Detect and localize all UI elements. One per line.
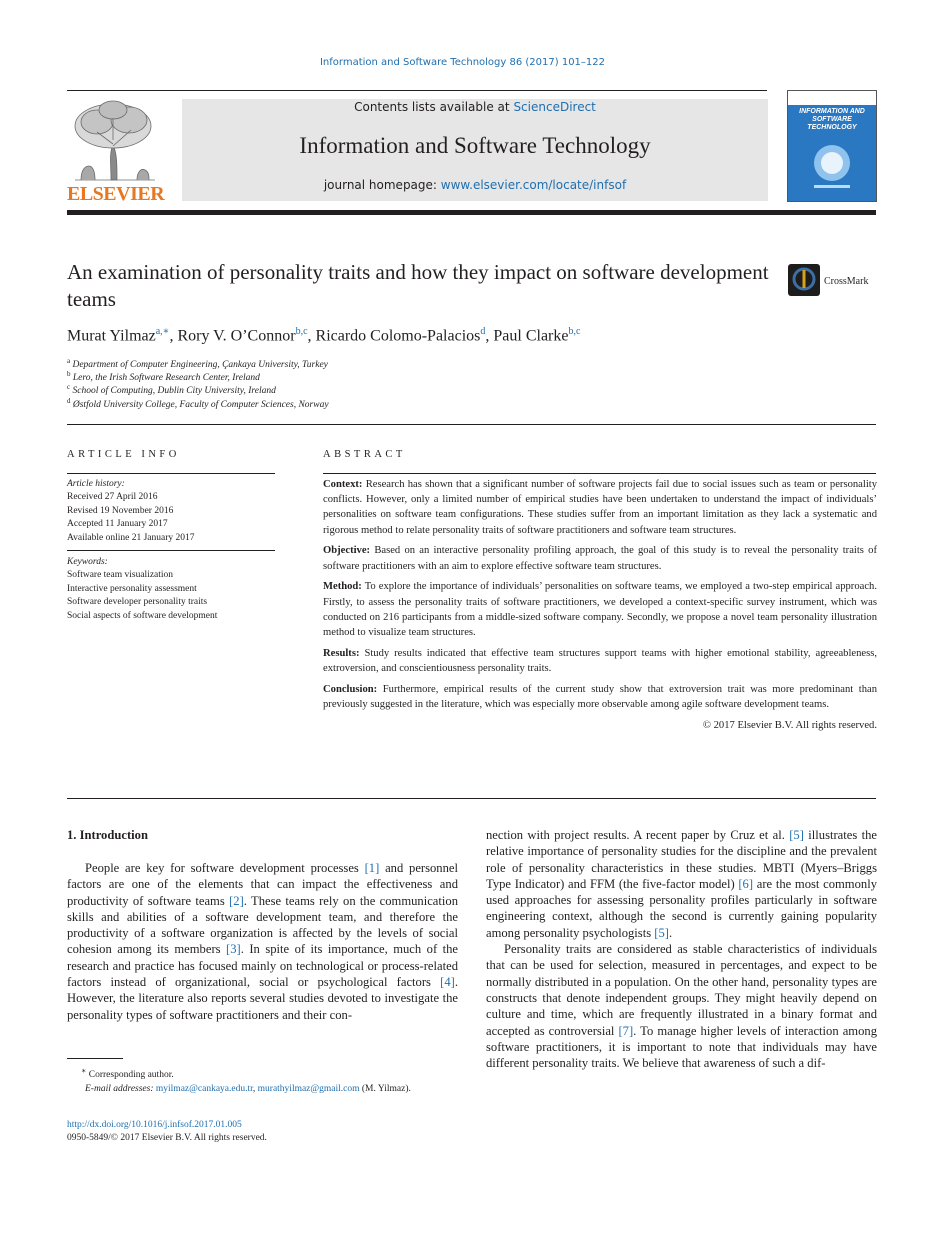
author-name: Rory V. O’Connor: [177, 327, 296, 345]
abstract-rule-bottom: [67, 798, 876, 799]
contents-line: Contents lists available at ScienceDirect: [354, 100, 596, 114]
author-sup[interactable]: d: [480, 326, 486, 337]
homepage-line: journal homepage: www.elsevier.com/locate/infsof: [323, 178, 627, 192]
keyword-item: Interactive personality assessment: [67, 583, 197, 594]
citation-ref[interactable]: [2]: [229, 893, 244, 908]
keywords-rule: [67, 550, 275, 551]
body-text: illustrates the relative importance of personality studies for the discipline and the prevalent role of personality characteristics in these studies. MBTI (Myers–Briggs Type Indicator) and FFM (the five-factor model): [486, 828, 877, 891]
affiliation: $^c$ School of Computing, Dublin City University, Ireland: [67, 383, 276, 397]
issn-line: 0950-5849/© 2017 Elsevier B.V. All rights reserved.: [67, 1133, 267, 1144]
doi-link[interactable]: http://dx.doi.org/10.1016/j.infsof.2017.01.005: [67, 1120, 242, 1130]
journal-citation[interactable]: Information and Software Technology 86 (2017) 101–122: [319, 57, 606, 68]
article-info-rule: [67, 473, 275, 474]
body-text: . In spite of its importance, much of the research and practice has focused mainly on technological or process-related factors instead of organizational, social or psychological factors: [67, 942, 459, 990]
footnote-rule: [67, 1058, 123, 1059]
author-name: Ricardo Colomo-Palacios: [315, 327, 481, 345]
sciencedirect-link[interactable]: ScienceDirect: [513, 100, 596, 114]
body-left-column: [67, 860, 458, 1023]
crossmark-button[interactable]: [788, 264, 820, 296]
email-link[interactable]: myilmaz@cankaya.edu.tr: [155, 1083, 253, 1094]
body-paragraph: [486, 941, 877, 1071]
keyword-item: Social aspects of software development: [67, 610, 218, 621]
citation-ref[interactable]: [3]: [226, 942, 241, 957]
abstract-heading: ABSTRACT: [323, 449, 406, 460]
article-history: [67, 478, 275, 545]
keyword-item: Software developer personality traits: [67, 597, 208, 608]
body-paragraph: [67, 860, 458, 1023]
cover-disc-icon: [788, 139, 876, 199]
journal-homepage-link[interactable]: www.elsevier.com/locate/infsof: [440, 178, 627, 192]
citation-ref[interactable]: [5]: [654, 925, 669, 940]
citation-ref[interactable]: [4]: [440, 975, 455, 990]
keywords: [67, 556, 275, 623]
body-text: . However, the literature also reports several studies devoted to investigate the personality types of software practitioners and their con-: [67, 975, 458, 1022]
article-title: An examination of personality traits and how they impact on software development teams: [67, 260, 769, 311]
info-rule-top: [67, 424, 876, 425]
history-accepted: Accepted 11 January 2017: [67, 519, 168, 530]
body-text: are the most commonly used approaches for assessing personality profiles particularly in software engineering context, although the second is currently gaining popularity among personality psychologists: [486, 876, 877, 940]
author-name: Murat Yilmaz: [67, 327, 156, 345]
header-rule-top: [67, 90, 767, 91]
body-text: .: [668, 925, 673, 940]
section-heading: 1. Introduction: [67, 828, 148, 842]
body-paragraph: [486, 827, 877, 941]
author-sup[interactable]: b,c: [295, 326, 308, 337]
abstract-objective: Objective: Based on an interactive personality profiling approach, the goal of this study is to reveal the personality traits of software practitioners with an aim to explore effective software team structures.: [323, 545, 877, 572]
citation-ref[interactable]: [1]: [364, 861, 380, 875]
history-revised: Revised 19 November 2016: [67, 505, 174, 516]
corresponding-author: ∗ Corresponding author.: [81, 1066, 174, 1081]
abstract-body: [323, 477, 877, 733]
journal-cover[interactable]: [787, 90, 877, 202]
cover-title: INFORMATION AND SOFTWARE TECHNOLOGY: [799, 108, 865, 131]
email-line: E-mail addresses: myilmaz@cankaya.edu.tr, murathyilmaz@gmail.com (M. Yilmaz).: [85, 1083, 411, 1094]
abstract-rule: [323, 473, 876, 474]
crossmark-label: CrossMark: [824, 276, 869, 287]
affiliation: $^d$ Østfold University College, Faculty of Computer Sciences, Norway: [67, 397, 329, 411]
body-text: . These teams rely on the communication skills and abilities of a software development team, and therefore the productivity of a software organization is affected by the levels of social cohesion among its members: [67, 893, 458, 957]
affiliation: $^b$ Lero, the Irish Software Research Center, Ireland: [67, 370, 260, 384]
citation-ref[interactable]: [5]: [789, 828, 804, 842]
article-info-heading: ARTICLE INFO: [67, 449, 180, 460]
header-rule-thick: [67, 210, 876, 215]
citation-ref[interactable]: [7]: [618, 1023, 634, 1038]
body-text: . To manage higher levels of interaction among software practitioners, it is important to note that individuals may have different personality traits. We believe that awareness of such a dif-: [486, 1023, 877, 1071]
elsevier-tree-icon: [67, 96, 163, 182]
abstract-copyright: © 2017 Elsevier B.V. All rights reserved.: [702, 719, 877, 731]
crossmark-icon: [788, 264, 820, 296]
history-label: Article history:: [67, 479, 125, 489]
body-right-column: [486, 827, 877, 1071]
keywords-label: Keywords:: [67, 557, 108, 567]
body-text: Personality traits are considered as stable characteristics of individuals that can be used for selection, measured in percentages, and expect to be normally distributed in a population. On the other hand, personality types are constructs that denote independent groups. They might heavily depend on culture and time, which are frequently illustrated in a binary format and accepted as controversial: [486, 942, 877, 1038]
affiliation: $^a$ Department of Computer Engineering, Çankaya University, Turkey: [67, 357, 328, 371]
journal-name: Information and Software Technology: [299, 133, 651, 158]
history-online: Available online 21 January 2017: [67, 532, 195, 543]
citation-ref[interactable]: [6]: [738, 876, 754, 891]
abstract-method: Method: To explore the importance of individuals’ personalities on software teams, we employed a two-step empirical approach. Firstly, to assess the personality traits of software practitioners, we developed a context-specific survey instrument, which was conducted on 216 participants from a middle-sized software company. Secondly, we propose a novel team personality illustration method to visualize team structures.: [323, 581, 877, 639]
body-text: nection with project results. A recent paper by Cruz et al.: [486, 828, 790, 842]
footnote: [67, 1064, 458, 1096]
page-footer: [67, 1119, 267, 1146]
email-link[interactable]: murathyilmaz@gmail.com: [257, 1083, 360, 1094]
author-name: Paul Clarke: [493, 327, 569, 345]
abstract-results: Results: Study results indicated that effective team structures support teams with higher emotional stability, agreeableness, extroversion, and conscientiousness personality traits.: [323, 647, 877, 675]
keyword-item: Software team visualization: [67, 570, 174, 581]
abstract-context: Context: Research has shown that a significant number of software projects fail due to social issues such as team or personality conflicts. However, only a limited number of empirical studies have been undertaken to understand the impact of individuals’ personalities on software team configurations. These studies suffer from an important limitation as they lack a systematic and rigorous method to relate personality traits of software practitioners and software team structures.: [323, 479, 878, 536]
abstract-conclusion: Conclusion: Furthermore, empirical results of the current study show that extroversion trait was more predominant than previously suggested in the literature, which was especially more observable among agile software development teams.: [323, 683, 877, 711]
author-sup[interactable]: a,∗: [155, 326, 170, 337]
author-list: Murat Yilmaz$^{a,∗}$, Rory V. O’Connor$^{b,c}$, Ricardo Colomo-Palacios$^d$, Paul Clarke$^{b,c}$: [67, 326, 581, 345]
elsevier-wordmark: ELSEVIER: [67, 183, 165, 205]
body-text: People are key for software development processes: [85, 861, 365, 875]
author-sup[interactable]: b,c: [568, 326, 581, 337]
history-received: Received 27 April 2016: [67, 492, 158, 503]
journal-banner: [182, 99, 768, 201]
body-text: and personnel factors are one of the elements that can impact the effectiveness and productivity of software teams: [67, 861, 458, 908]
